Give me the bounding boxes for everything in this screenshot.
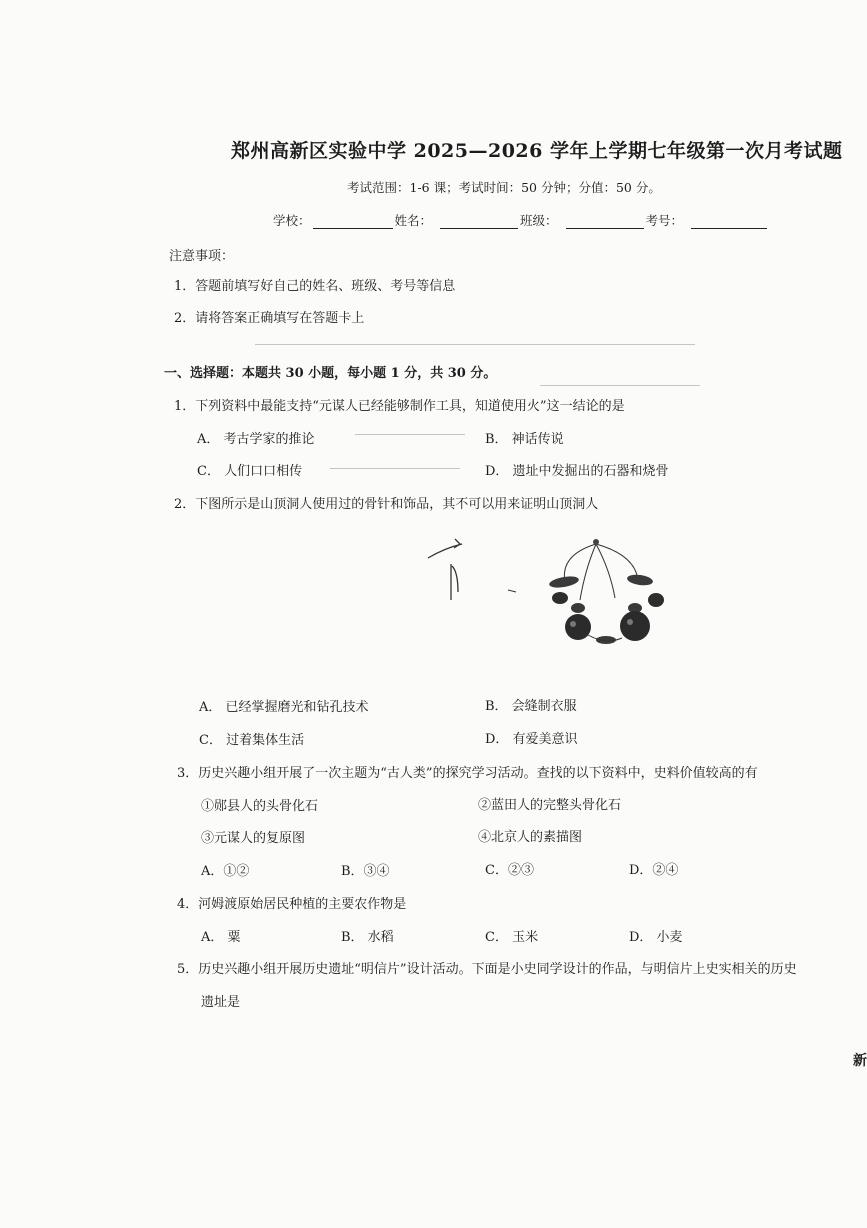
question-5-stem: 5．历史兴趣小组开展历史遗址“明信片”设计活动。下面是小史同学设计的作品，与明信片上史实相关的历史 [177,962,797,977]
question-1-option-b[interactable]: B． 神话传说 [485,432,564,447]
question-1-option-c[interactable]: C． 人们口口相传 [197,464,303,479]
question-1-option-a[interactable]: A． 考古学家的推论 [197,432,315,447]
question-4-option-c[interactable]: C． 玉米 [485,930,539,945]
question-5-stem-continued: 遗址是 [201,995,241,1010]
question-3-option-c[interactable]: C．②③ [485,863,534,878]
question-2-option-b[interactable]: B． 会缝制衣服 [485,699,577,714]
class-label: 班级： [520,213,558,228]
question-3-option-d[interactable]: D．②④ [629,863,679,878]
question-1-option-d[interactable]: D． 遗址中发掘出的石器和烧骨 [485,464,669,479]
question-2-option-d[interactable]: D． 有爱美意识 [485,732,578,747]
scan-smudge [355,434,465,435]
school-label: 学校： [273,213,311,228]
question-4-option-d[interactable]: D． 小麦 [629,930,683,945]
class-blank[interactable] [566,215,644,229]
name-blank[interactable] [440,215,518,229]
note-item: 2．请将答案正确填写在答题卡上 [174,311,365,326]
question-2-stem: 2．下图所示是山顶洞人使用过的骨针和饰品，其不可以用来证明山顶洞人 [174,497,599,512]
question-4-option-b[interactable]: B． 水稻 [341,930,394,945]
scan-smudge [255,344,695,345]
question-3-stem: 3．历史兴趣小组开展了一次主题为“古人类”的探究学习活动。查找的以下资料中，史料价值较高的有 [177,766,758,781]
question-2-option-c[interactable]: C． 过着集体生活 [199,733,305,748]
question-3-option-b[interactable]: B．③④ [341,864,390,879]
scan-smudge [330,468,460,469]
question-1-stem: 1．下列资料中最能支持“元谋人已经能够制作工具，知道使用火”这一结论的是 [174,399,625,414]
cut-off-text-fragment: 新 [853,1053,867,1069]
exam-subtitle: 考试范围：1-6 课；考试时间：50 分钟；分值：50 分。 [347,180,661,195]
note-item: 1．答题前填写好自己的姓名、班级、考号等信息 [174,279,456,294]
number-label: 考号： [645,213,684,228]
bone-needle-and-necklace-figure [410,530,680,660]
question-4-option-a[interactable]: A． 粟 [201,930,241,945]
question-3-option-a[interactable]: A．①② [201,864,250,879]
question-3-item: ②蓝田人的完整头骨化石 [478,798,622,813]
exam-title: 郑州高新区实验中学 2025—2026 学年上学期七年级第一次月考试题 [231,140,843,162]
question-3-item: ③元谋人的复原图 [201,831,306,846]
necklace-image [548,539,664,644]
section-title: 一、选择题：本题共 30 小题，每小题 1 分，共 30 分。 [164,366,497,381]
question-3-item: ①郧县人的头骨化石 [201,799,319,814]
notes-heading: 注意事项： [169,249,235,264]
scan-smudge [540,385,700,386]
school-blank[interactable] [313,215,393,229]
student-info-row [273,211,769,229]
question-2-option-a[interactable]: A． 已经掌握磨光和钻孔技术 [199,700,369,715]
question-3-item: ④北京人的素描图 [478,830,583,845]
number-blank[interactable] [691,215,767,229]
bone-needle-image [428,539,516,600]
name-label: 姓名： [394,213,433,228]
question-4-stem: 4．河姆渡原始居民种植的主要农作物是 [177,897,407,912]
